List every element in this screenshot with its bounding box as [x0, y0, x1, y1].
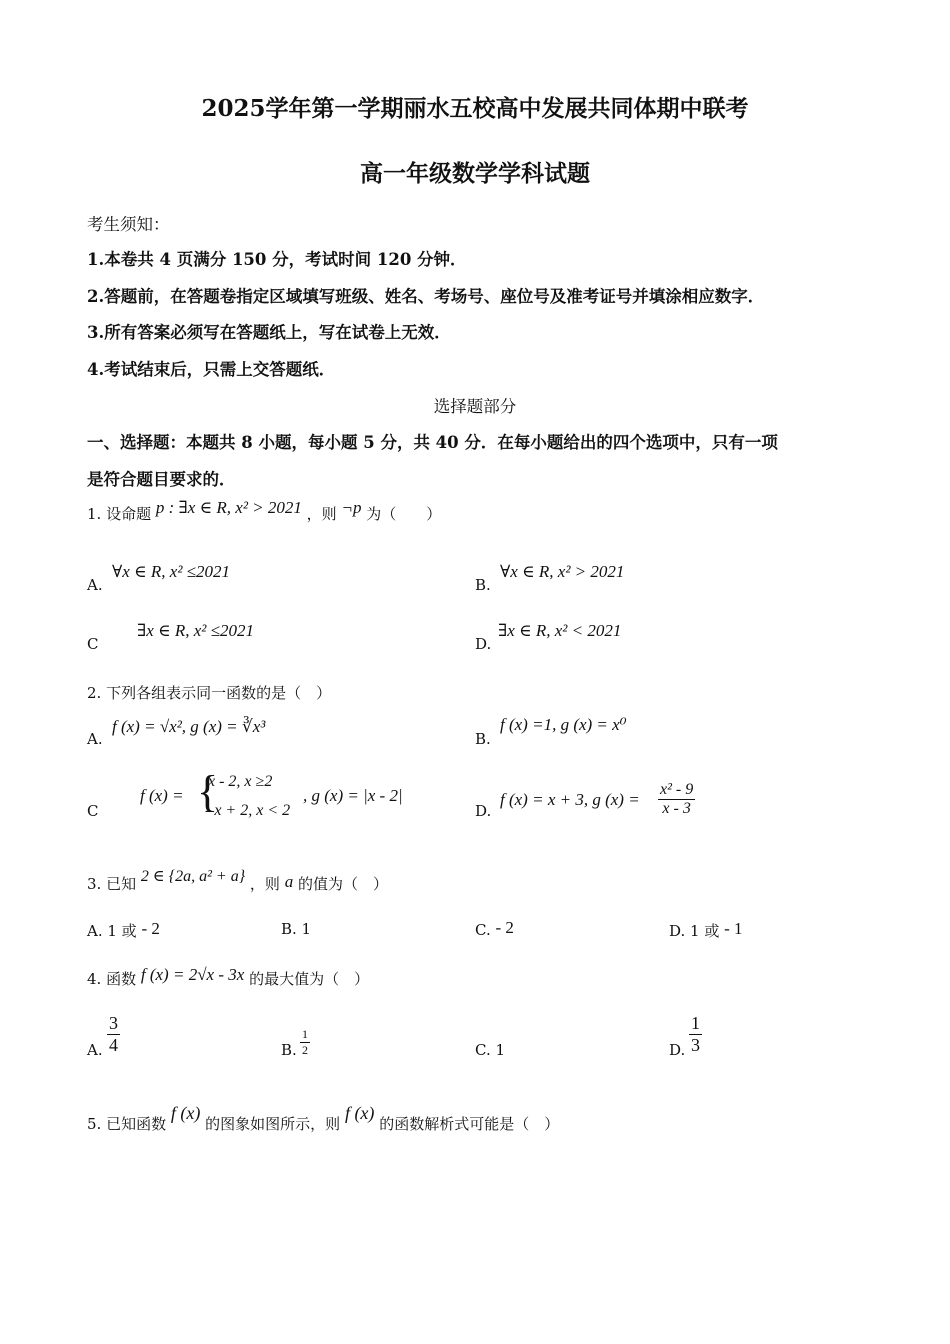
q1-prefix: 1. 设命题	[87, 505, 152, 523]
q2-option-a-label: A.	[87, 730, 103, 748]
q4-option-c-label: C. 1	[475, 1041, 506, 1059]
q3-suffix: 的值为（ ）	[297, 875, 388, 893]
subject-title: 高一年级数学学科试题	[360, 160, 590, 187]
q5-math-1: f (x)	[170, 1103, 201, 1123]
q1-option-d-math: ∃x ∈ R, x² < 2021	[498, 621, 622, 640]
q1-option-c-label: C	[87, 635, 99, 653]
q3-option-b-label: B. 1	[281, 920, 312, 938]
question-2: 2. 下列各组表示同一函数的是（ ）	[87, 684, 332, 702]
notice-item: 4.考试结束后，只需上交答题纸．	[87, 360, 336, 379]
q1-mid: ，则	[306, 505, 337, 523]
q3-option-d-label: D. 1 或	[669, 922, 720, 940]
q3-option-a-math: - 2	[141, 919, 160, 938]
q2-option-c-case1: x - 2, x ≥2	[208, 773, 273, 790]
q2-option-b-math: f (x) =1, g (x) = x⁰	[500, 715, 627, 734]
q4-option-a-fraction	[107, 1013, 120, 1056]
q4-option-a-label: A.	[87, 1041, 103, 1059]
q3-mid: ，则	[249, 875, 280, 893]
q3-option-c	[475, 920, 514, 940]
question-3	[87, 868, 388, 894]
section-heading-cont: 是符合题目要求的．	[87, 470, 236, 489]
q5-prefix: 5. 已知函数	[87, 1115, 167, 1133]
question-5	[87, 1103, 560, 1134]
q2-option-d-left: f (x) = x + 3, g (x) =	[500, 790, 640, 809]
q4-option-b-label: B.	[281, 1041, 297, 1059]
q3-option-a	[87, 920, 160, 941]
q3-option-d-math: - 1	[724, 919, 743, 938]
q1-option-d-label: D.	[475, 635, 492, 653]
q1-option-a-math: ∀x ∈ R, x² ≤2021	[112, 562, 230, 581]
q1-option-c-math: ∃x ∈ R, x² ≤2021	[137, 621, 254, 640]
notice-item: 3.所有答案必须写在答题纸上，写在试卷上无效．	[87, 323, 451, 342]
q3-option-c-label: C.	[475, 921, 491, 939]
q3-option-c-math: - 2	[495, 918, 514, 937]
q4-math: f (x) = 2√x - 3x	[140, 965, 245, 984]
q2-option-b-label: B.	[475, 730, 491, 748]
notice-item: 1.本卷共 4 页满分 150 分，考试时间 120 分钟．	[87, 250, 467, 269]
q1-option-b-math: ∀x ∈ R, x² > 2021	[500, 562, 625, 581]
q5-mid: 的图象如图所示，则	[205, 1115, 341, 1133]
q4-option-b-denominator: 2	[302, 1043, 308, 1057]
q1-option-a-label: A.	[87, 576, 103, 594]
q5-math-2: f (x)	[344, 1103, 375, 1123]
q1-math: p : ∃x ∈ R, x² > 2021	[155, 498, 302, 517]
q1-option-b-label: B.	[475, 576, 491, 594]
part-title: 选择题部分	[433, 397, 517, 416]
q4-suffix: 的最大值为（ ）	[249, 970, 370, 988]
q4-option-b-numerator: 1	[302, 1027, 308, 1041]
notice-item: 2.答题前，在答题卷指定区域填写班级、姓名、考场号、座位号及准考证号并填涂相应数字．	[87, 287, 765, 306]
question-1	[87, 498, 442, 524]
q3-option-a-label: A. 1 或	[87, 922, 137, 940]
q2-option-c-brace: {	[197, 767, 219, 816]
q2-option-d-denominator: x - 3	[662, 800, 691, 817]
q2-option-d-label: D.	[475, 802, 492, 820]
q3-var: a	[284, 872, 294, 891]
q1-suffix: 为（ ）	[366, 505, 442, 523]
q4-option-a-numerator: 3	[109, 1013, 118, 1033]
q3-prefix: 3. 已知	[87, 875, 137, 893]
q2-option-d-numerator: x² - 9	[660, 781, 694, 798]
q5-suffix: 的函数解析式可能是（ ）	[379, 1115, 560, 1133]
q4-option-d-fraction	[689, 1013, 702, 1056]
q4-option-d-numerator: 1	[691, 1013, 700, 1033]
exam-title: 2025学年第一学期丽水五校高中发展共同体期中联考	[201, 95, 749, 122]
q4-option-b-fraction	[300, 1027, 310, 1058]
section-heading: 一、选择题：本题共 8 小题，每小题 5 分，共 40 分．在每小题给出的四个选项中，只有一项	[87, 433, 778, 452]
q2-option-c-right: , g (x) = |x - 2|	[303, 786, 403, 805]
q3-math: 2 ∈ {2a, a² + a}	[140, 868, 246, 885]
q4-option-d-label: D.	[669, 1041, 686, 1059]
q4-option-a-denominator: 4	[109, 1035, 118, 1055]
q2-option-c-left: f (x) =	[140, 786, 184, 805]
question-4	[87, 965, 370, 989]
q3-option-d	[669, 920, 743, 941]
q4-prefix: 4. 函数	[87, 970, 137, 988]
q2-option-c-case2: - x + 2, x < 2	[205, 802, 291, 819]
q2-option-a-math: f (x) = √x², g (x) = ∛x³	[112, 717, 266, 736]
q2-option-c-label: C	[87, 802, 99, 820]
q4-option-d-denominator: 3	[691, 1035, 700, 1055]
q1-neg: ¬p	[341, 498, 362, 517]
notice-heading: 考生须知：	[87, 215, 170, 234]
q2-option-d-fraction	[658, 781, 695, 818]
